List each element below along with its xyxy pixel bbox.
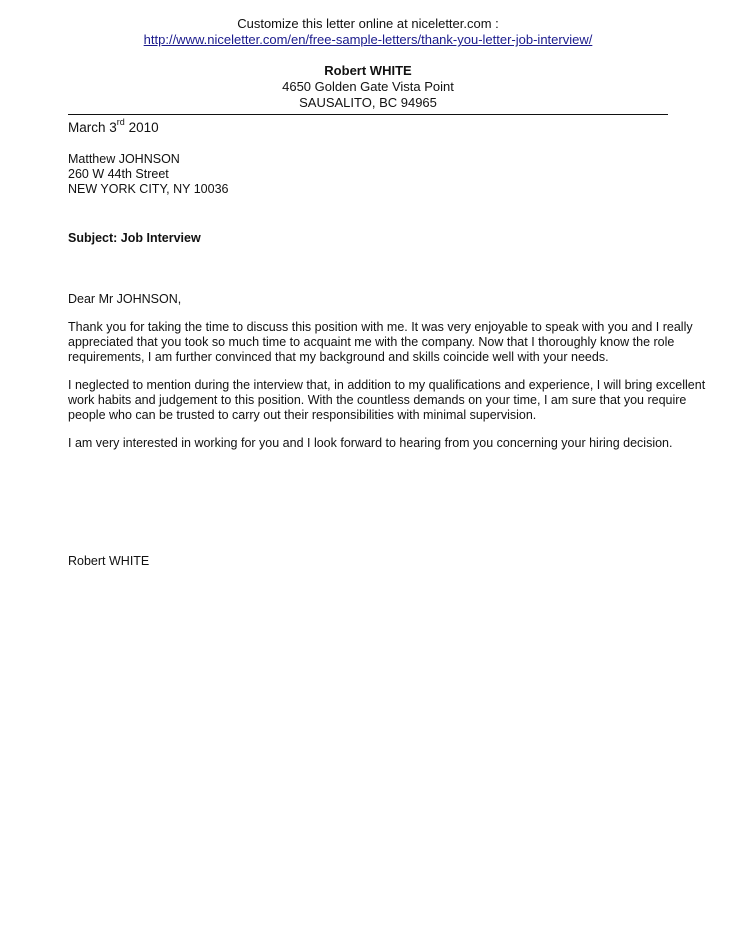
subject-line: Subject: Job Interview	[68, 231, 201, 245]
header-banner	[0, 16, 736, 48]
paragraph-line: requirements, I am further convinced that my background and skills coincide well with your needs.	[68, 350, 609, 364]
sender-name: Robert WHITE	[324, 63, 412, 78]
date-month-day: March 3	[68, 120, 117, 135]
letter-date	[68, 119, 159, 137]
paragraph-line: I am very interested in working for you and I look forward to hearing from you concerning your hiring decision.	[68, 436, 673, 450]
date-year: 2010	[128, 120, 159, 135]
header-divider	[68, 114, 668, 115]
sender-address-line2: SAUSALITO, BC 94965	[299, 95, 437, 110]
body-paragraph-1	[68, 320, 693, 365]
sender-address-line1: 4650 Golden Gate Vista Point	[282, 79, 454, 94]
body-paragraph-2	[68, 378, 706, 423]
banner-text: Customize this letter online at niceletter.com :	[237, 16, 499, 31]
recipient-name: Matthew JOHNSON	[68, 152, 180, 166]
paragraph-line: Thank you for taking the time to discuss this position with me. It was very enjoyable to speak with you and I really	[68, 320, 693, 334]
paragraph-line: people who can be trusted to carry out their responsibilities with minimal supervision.	[68, 408, 537, 422]
source-link[interactable]: http://www.niceletter.com/en/free-sample-letters/thank-you-letter-job-interview/	[143, 32, 593, 47]
body-paragraph-3	[68, 436, 673, 451]
recipient-city: NEW YORK CITY, NY 10036	[68, 182, 229, 196]
date-suffix: rd	[116, 117, 125, 127]
salutation: Dear Mr JOHNSON,	[68, 292, 182, 306]
recipient-block	[68, 152, 229, 197]
paragraph-line: appreciated that you took so much time to acquaint me with the company. Now that I thoroughly know the role	[68, 335, 675, 349]
paragraph-line: I neglected to mention during the interview that, in addition to my qualifications and experience, I will bring excellent	[68, 378, 706, 392]
signature-name: Robert WHITE	[68, 554, 150, 568]
sender-block	[0, 63, 736, 111]
recipient-street: 260 W 44th Street	[68, 167, 169, 181]
paragraph-line: work habits and judgement to this position. With the countless demands on your time, I am sure that you require	[68, 393, 687, 407]
